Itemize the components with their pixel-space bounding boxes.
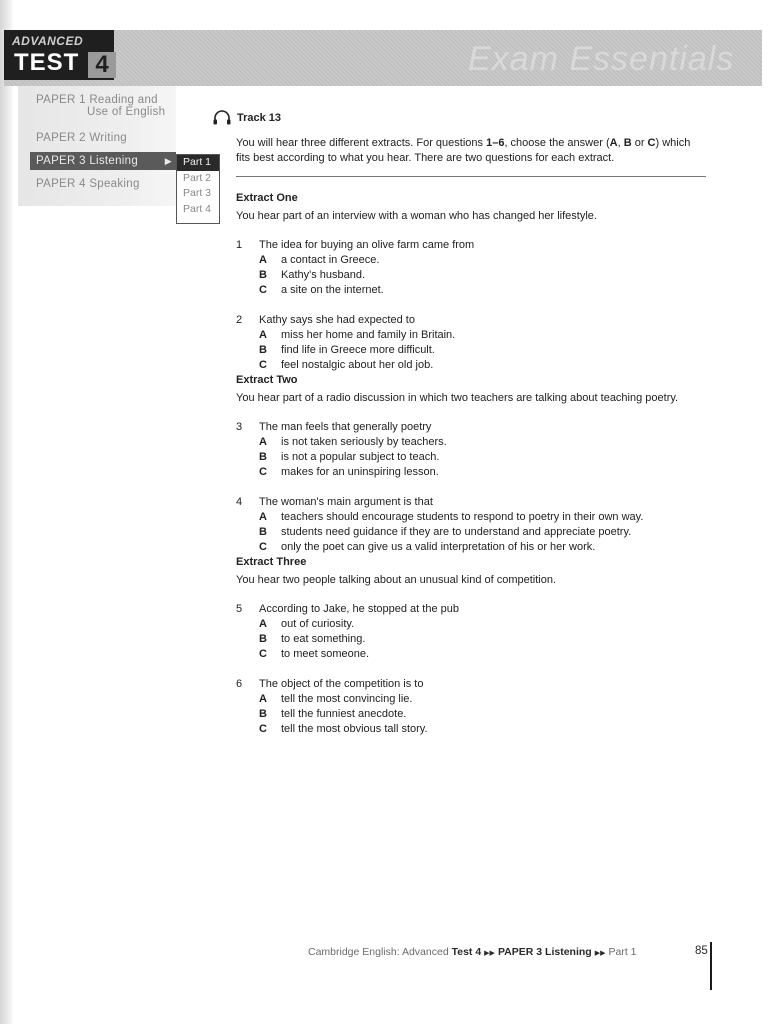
- sidebar-item-label: Use of English: [87, 106, 166, 118]
- arrow-right-icon: ▶: [164, 156, 172, 166]
- footer-prefix: Cambridge English: Advanced: [308, 946, 452, 958]
- question-number: 1: [236, 239, 243, 251]
- test-badge: [4, 30, 114, 80]
- part-tab-3[interactable]: Part 3: [183, 187, 212, 199]
- option-a[interactable]: A is not taken seriously by teachers.: [259, 436, 447, 448]
- extract-description: You hear part of a radio discussion in which two teachers are talking about teaching poetry.: [236, 392, 679, 404]
- option-b[interactable]: B is not a popular subject to teach.: [259, 451, 440, 463]
- question-number: 5: [236, 603, 243, 615]
- question-3: [236, 420, 706, 480]
- page-bar: [710, 942, 712, 990]
- question-stem: The idea for buying an olive farm came from: [259, 239, 475, 251]
- question-6: [236, 677, 706, 737]
- option-b[interactable]: B find life in Greece more difficult.: [259, 344, 435, 356]
- extract-title: Extract Three: [236, 556, 307, 568]
- option-a[interactable]: A tell the most convincing lie.: [259, 693, 413, 705]
- option-c[interactable]: C feel nostalgic about her old job.: [259, 359, 434, 371]
- test-label: TEST: [14, 49, 80, 76]
- extract-title: Extract Two: [236, 374, 298, 386]
- option-a[interactable]: A miss her home and family in Britain.: [259, 329, 456, 341]
- sidebar-item-paper4[interactable]: PAPER 4 Speaking: [36, 178, 140, 190]
- part-tab-4[interactable]: Part 4: [183, 202, 212, 215]
- part-tab-1[interactable]: Part 1: [177, 155, 219, 171]
- question-stem: The woman's main argument is that: [259, 496, 433, 508]
- option-b[interactable]: B students need guidance if they are to understand and appreciate poetry.: [259, 526, 632, 538]
- option-c[interactable]: C makes for an uninspiring lesson.: [259, 466, 439, 478]
- sidebar-item-label: PAPER 3 Listening: [36, 155, 139, 167]
- sidebar-item-paper1[interactable]: [36, 94, 165, 118]
- question-1: [236, 238, 706, 298]
- instructions: You will hear three different extracts. For questions 1–6, choose the answer (A, B or C) which fits best according to what you hear. There are two questions for each extract.: [236, 137, 691, 164]
- divider: [236, 176, 706, 177]
- footer-paper: PAPER 3: [497, 946, 543, 958]
- extract-title: Extract One: [236, 192, 298, 204]
- option-a[interactable]: A teachers should encourage students to respond to poetry in their own way.: [259, 511, 644, 523]
- parts-list: [176, 154, 220, 224]
- double-chevron-icon: ▶▶: [594, 950, 606, 957]
- option-a[interactable]: A a contact in Greece.: [259, 254, 380, 266]
- extract-description: You hear two people talking about an unusual kind of competition.: [236, 574, 557, 586]
- track-label: Track 13: [237, 112, 282, 124]
- level-label: ADVANCED: [12, 34, 84, 48]
- headphones-icon: [212, 109, 232, 127]
- question-stem: The man feels that generally poetry: [259, 421, 432, 433]
- main-content: [236, 136, 706, 752]
- option-c[interactable]: C a site on the internet.: [259, 284, 384, 296]
- extract-description: You hear part of an interview with a woman who has changed her lifestyle.: [236, 210, 597, 222]
- test-number: 4: [88, 52, 116, 78]
- option-b[interactable]: B tell the funniest anecdote.: [259, 708, 407, 720]
- question-stem: Kathy says she had expected to: [259, 314, 415, 326]
- question-5: [236, 602, 706, 662]
- question-number: 2: [236, 314, 243, 326]
- footer-part: Part 1: [608, 946, 637, 958]
- part-tab-2[interactable]: Part 2: [183, 171, 212, 184]
- question-4: [236, 495, 706, 553]
- option-c[interactable]: C to meet someone.: [259, 648, 370, 660]
- double-chevron-icon: ▶▶: [484, 950, 495, 957]
- sidebar-item-label: PAPER 1 Reading and: [36, 94, 158, 106]
- option-b[interactable]: B Kathy's husband.: [259, 269, 366, 281]
- option-b[interactable]: B to eat something.: [259, 633, 366, 645]
- question-2: [236, 313, 706, 371]
- footer-test: Test 4: [451, 946, 482, 958]
- section-title: Exam Essentials: [468, 40, 735, 78]
- sidebar-item-paper2[interactable]: PAPER 2 Writing: [36, 132, 127, 144]
- option-a[interactable]: A out of curiosity.: [259, 618, 355, 630]
- question-stem: According to Jake, he stopped at the pub: [259, 603, 459, 615]
- question-number: 4: [236, 496, 243, 508]
- option-c[interactable]: C tell the most obvious tall story.: [259, 723, 428, 735]
- page-footer: [308, 946, 637, 958]
- question-number: 3: [236, 421, 243, 433]
- scan-edge: [0, 0, 14, 1024]
- track-indicator: [212, 109, 281, 127]
- question-stem: The object of the competition is to: [259, 678, 424, 690]
- page-number: 85: [695, 945, 708, 957]
- option-c[interactable]: C only the poet can give us a valid interpretation of his or her work.: [259, 541, 596, 553]
- footer-skill: Listening: [545, 946, 592, 958]
- sidebar-item-paper3[interactable]: [30, 152, 176, 170]
- question-number: 6: [236, 678, 243, 690]
